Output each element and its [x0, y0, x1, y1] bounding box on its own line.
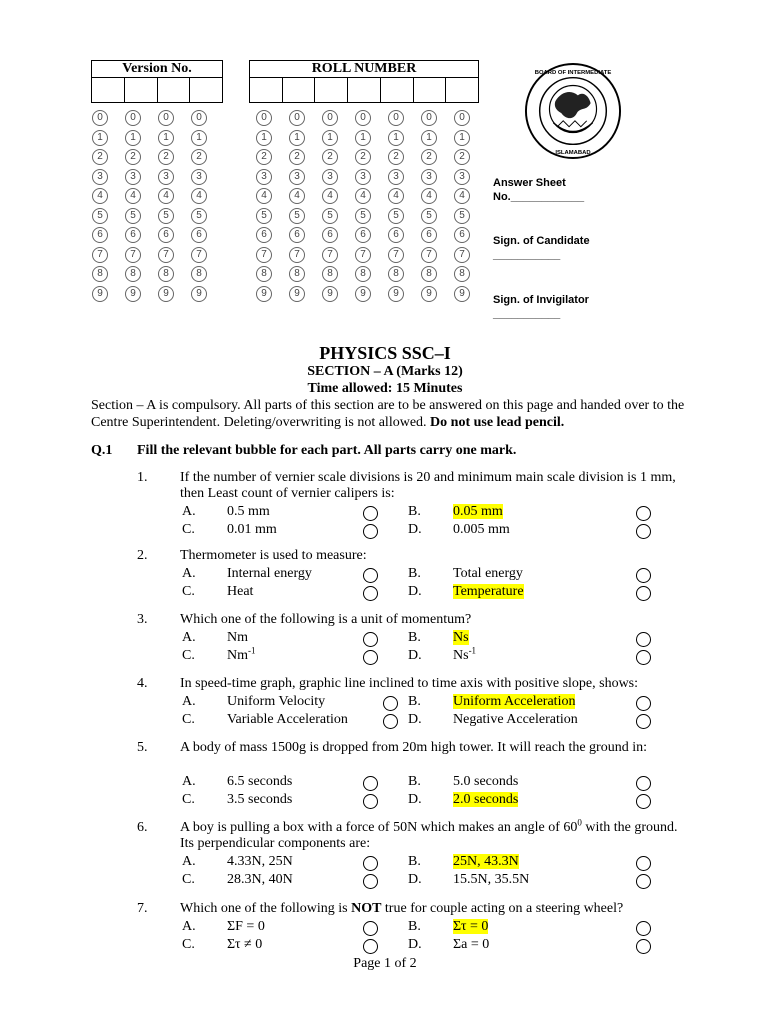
digit-bubble[interactable]: 2	[421, 149, 437, 165]
option-letter: C.	[182, 792, 195, 807]
question-number: 4.	[137, 676, 148, 691]
option-text	[227, 792, 292, 808]
board-logo-icon	[524, 62, 622, 160]
option-text-value: 3.5 seconds	[227, 792, 293, 807]
digit-bubble[interactable]: 4	[289, 188, 305, 204]
digit-bubble[interactable]: 2	[322, 149, 338, 165]
answer-bubble[interactable]	[636, 632, 651, 647]
roll-digit-column	[388, 110, 404, 305]
question-text-part: Which one of the following is	[180, 901, 352, 916]
option-text-value: Nm	[227, 630, 248, 645]
option-letter: C.	[182, 937, 195, 952]
option-text-value: Negative Acceleration	[453, 712, 578, 727]
digit-bubble[interactable]: 8	[454, 266, 470, 282]
option-letter: B.	[408, 854, 421, 869]
option-text-value: 25N, 43.3N	[453, 854, 519, 869]
answer-bubble[interactable]	[636, 524, 651, 539]
digit-bubble[interactable]: 9	[125, 286, 141, 302]
option-text-value: Ns	[453, 648, 469, 663]
digit-bubble[interactable]: 0	[421, 110, 437, 126]
option-text-value: Σa = 0	[453, 937, 490, 952]
digit-bubble[interactable]: 1	[158, 130, 174, 146]
option-text-value: Ns	[453, 630, 469, 645]
option-text	[227, 504, 270, 520]
digit-bubble[interactable]: 0	[92, 110, 108, 126]
option-letter: B.	[408, 919, 421, 934]
digit-bubble[interactable]: 0	[355, 110, 371, 126]
option-text	[227, 630, 248, 646]
version-digit-column	[125, 110, 141, 305]
digit-bubble[interactable]: 0	[125, 110, 141, 126]
option-text	[453, 630, 469, 646]
question-text	[180, 612, 680, 628]
digit-bubble[interactable]: 8	[191, 266, 207, 282]
answer-bubble[interactable]	[363, 506, 378, 521]
option-text	[227, 584, 253, 600]
option-letter: B.	[408, 566, 421, 581]
digit-bubble[interactable]: 5	[158, 208, 174, 224]
digit-bubble[interactable]: 9	[421, 286, 437, 302]
digit-bubble[interactable]: 5	[256, 208, 272, 224]
roll-digit-column	[322, 110, 338, 305]
digit-bubble[interactable]: 0	[454, 110, 470, 126]
digit-bubble[interactable]: 0	[388, 110, 404, 126]
question-text-part: Which one of the following is a unit of momentum?	[180, 612, 472, 627]
option-letter: A.	[182, 919, 196, 934]
digit-bubble[interactable]: 7	[388, 247, 404, 263]
roll-cell[interactable]	[381, 78, 414, 102]
roll-number-box	[249, 60, 479, 103]
digit-bubble[interactable]: 2	[92, 149, 108, 165]
digit-bubble[interactable]: 9	[158, 286, 174, 302]
digit-bubble[interactable]: 1	[388, 130, 404, 146]
question-number: 6.	[137, 820, 148, 835]
digit-bubble[interactable]: 2	[125, 149, 141, 165]
option-letter: B.	[408, 694, 421, 709]
question-number: 5.	[137, 740, 148, 755]
option-text	[453, 694, 575, 710]
digit-bubble[interactable]: 1	[421, 130, 437, 146]
option-text-value: 0.005 mm	[453, 522, 510, 537]
option-text-value: Στ ≠ 0	[227, 937, 263, 952]
answer-sheet-number-field[interactable]: No.____________	[493, 191, 585, 203]
option-text	[227, 694, 325, 710]
digit-bubble[interactable]: 6	[421, 227, 437, 243]
answer-bubble[interactable]	[363, 524, 378, 539]
digit-bubble[interactable]: 6	[289, 227, 305, 243]
answer-bubble[interactable]	[363, 776, 378, 791]
digit-bubble[interactable]: 2	[256, 149, 272, 165]
instructions	[91, 398, 691, 431]
option-text	[453, 919, 488, 935]
section-heading: SECTION – A (Marks 12)	[307, 364, 463, 379]
option-letter: A.	[182, 566, 196, 581]
answer-bubble[interactable]	[636, 921, 651, 936]
instructions-bold: Do not use lead pencil.	[430, 414, 565, 430]
digit-bubble[interactable]: 9	[92, 286, 108, 302]
digit-bubble[interactable]: 2	[355, 149, 371, 165]
option-text-value: ΣF = 0	[227, 919, 265, 934]
question-text-part: with the ground. Its perpendicular components are:	[180, 820, 678, 851]
option-letter: A.	[182, 774, 196, 789]
option-text	[453, 872, 529, 888]
digit-bubble[interactable]: 6	[454, 227, 470, 243]
question-text	[180, 470, 680, 502]
digit-bubble[interactable]: 3	[92, 169, 108, 185]
option-letter: D.	[408, 648, 422, 663]
digit-bubble[interactable]: 4	[421, 188, 437, 204]
answer-bubble[interactable]	[363, 856, 378, 871]
option-letter: D.	[408, 712, 422, 727]
digit-bubble[interactable]: 1	[256, 130, 272, 146]
digit-bubble[interactable]: 8	[92, 266, 108, 282]
option-letter: D.	[408, 792, 422, 807]
question-text-part: A body of mass 1500g is dropped from 20m high tower. It will reach the ground in:	[180, 740, 647, 755]
digit-bubble[interactable]: 1	[92, 130, 108, 146]
option-text-value: Στ = 0	[453, 919, 489, 934]
option-text	[227, 522, 277, 538]
version-cell[interactable]	[190, 78, 222, 102]
digit-bubble[interactable]: 2	[454, 149, 470, 165]
answer-bubble[interactable]	[636, 586, 651, 601]
digit-bubble[interactable]: 1	[355, 130, 371, 146]
digit-bubble[interactable]: 4	[388, 188, 404, 204]
answer-bubble[interactable]	[636, 568, 651, 583]
question-text-bold: NOT	[351, 901, 382, 916]
digit-bubble[interactable]: 8	[421, 266, 437, 282]
option-letter: C.	[182, 712, 195, 727]
sign-candidate-field[interactable]: ___________	[493, 249, 561, 261]
digit-bubble[interactable]: 6	[92, 227, 108, 243]
sign-invigilator-field[interactable]: ___________	[493, 308, 561, 320]
option-letter: C.	[182, 872, 195, 887]
option-text	[453, 792, 518, 808]
time-allowed: Time allowed: 15 Minutes	[307, 381, 463, 396]
version-label: Version No.	[92, 61, 222, 78]
option-letter: D.	[408, 937, 422, 952]
digit-bubble[interactable]: 8	[158, 266, 174, 282]
digit-bubble[interactable]: 2	[388, 149, 404, 165]
option-text	[453, 584, 524, 600]
answer-bubble[interactable]	[383, 714, 398, 729]
option-letter: D.	[408, 522, 422, 537]
roll-cell[interactable]	[250, 78, 283, 102]
answer-sheet-label: Answer Sheet	[493, 177, 566, 189]
digit-bubble[interactable]: 3	[125, 169, 141, 185]
answer-bubble[interactable]	[363, 632, 378, 647]
digit-bubble[interactable]: 4	[92, 188, 108, 204]
question-text	[180, 740, 680, 756]
digit-bubble[interactable]: 3	[355, 169, 371, 185]
digit-bubble[interactable]: 9	[256, 286, 272, 302]
answer-bubble[interactable]	[636, 696, 651, 711]
answer-bubble[interactable]	[363, 939, 378, 954]
question-text-superscript: 0	[577, 817, 582, 828]
digit-bubble[interactable]: 8	[125, 266, 141, 282]
question-text	[180, 548, 680, 564]
roll-digit-column	[454, 110, 470, 305]
option-text	[453, 854, 519, 870]
option-letter: B.	[408, 504, 421, 519]
question-text-part: In speed-time graph, graphic line inclined to time axis with positive slope, shows:	[180, 676, 639, 691]
roll-digit-column	[421, 110, 437, 305]
digit-bubble[interactable]: 1	[191, 130, 207, 146]
digit-bubble[interactable]: 1	[289, 130, 305, 146]
option-text	[227, 854, 293, 870]
option-text	[227, 566, 312, 582]
digit-bubble[interactable]: 0	[191, 110, 207, 126]
digit-bubble[interactable]: 0	[289, 110, 305, 126]
option-text	[227, 872, 293, 888]
digit-bubble[interactable]: 4	[125, 188, 141, 204]
digit-bubble[interactable]: 2	[191, 149, 207, 165]
option-text	[227, 645, 256, 664]
svg-text:ISLAMABAD: ISLAMABAD	[555, 150, 591, 157]
option-text-value: Heat	[227, 584, 254, 599]
roll-number-label: ROLL NUMBER	[250, 61, 478, 78]
option-text-value: 0.05 mm	[453, 504, 503, 519]
version-cell[interactable]	[158, 78, 191, 102]
digit-bubble[interactable]: 3	[454, 169, 470, 185]
roll-cell[interactable]	[315, 78, 348, 102]
roll-cell[interactable]	[283, 78, 316, 102]
question-text-part: A boy is pulling a box with a force of 50N which makes an angle of 60	[180, 820, 578, 835]
question-number: 3.	[137, 612, 148, 627]
roll-digit-column	[256, 110, 272, 305]
digit-bubble[interactable]: 3	[388, 169, 404, 185]
roll-digit-column	[289, 110, 305, 305]
digit-bubble[interactable]: 3	[191, 169, 207, 185]
option-text-value: Variable Acceleration	[227, 712, 348, 727]
digit-bubble[interactable]: 0	[322, 110, 338, 126]
digit-bubble[interactable]: 3	[322, 169, 338, 185]
digit-bubble[interactable]: 8	[289, 266, 305, 282]
option-text	[453, 522, 510, 538]
answer-bubble[interactable]	[363, 794, 378, 809]
option-letter: A.	[182, 694, 196, 709]
digit-bubble[interactable]: 6	[256, 227, 272, 243]
question-text-part: Thermometer is used to measure:	[180, 548, 367, 563]
digit-bubble[interactable]: 5	[388, 208, 404, 224]
option-text-value: 0.5 mm	[227, 504, 270, 519]
answer-bubble[interactable]	[383, 696, 398, 711]
option-text	[453, 937, 489, 953]
digit-bubble[interactable]: 9	[289, 286, 305, 302]
option-text	[453, 566, 523, 582]
digit-bubble[interactable]: 9	[388, 286, 404, 302]
option-letter: A.	[182, 630, 196, 645]
answer-bubble[interactable]	[363, 921, 378, 936]
digit-bubble[interactable]: 8	[388, 266, 404, 282]
question-number: 7.	[137, 901, 148, 916]
digit-bubble[interactable]: 8	[355, 266, 371, 282]
digit-bubble[interactable]: 6	[388, 227, 404, 243]
question-text-part: If the number of vernier scale divisions is 20 and minimum main scale division is 1 mm, then Least count of vernier calipers is:	[180, 470, 676, 501]
roll-digit-column	[355, 110, 371, 305]
digit-bubble[interactable]: 5	[289, 208, 305, 224]
digit-bubble[interactable]: 6	[191, 227, 207, 243]
option-letter: A.	[182, 504, 196, 519]
option-letter: C.	[182, 648, 195, 663]
sign-invigilator-label: Sign. of Invigilator	[493, 294, 589, 306]
option-text	[453, 774, 518, 790]
option-superscript: -1	[248, 645, 256, 656]
digit-bubble[interactable]: 5	[454, 208, 470, 224]
answer-bubble[interactable]	[636, 856, 651, 871]
digit-bubble[interactable]: 9	[191, 286, 207, 302]
digit-bubble[interactable]: 7	[191, 247, 207, 263]
option-superscript: -1	[468, 645, 477, 656]
digit-bubble[interactable]: 1	[125, 130, 141, 146]
digit-bubble[interactable]: 0	[256, 110, 272, 126]
digit-bubble[interactable]: 5	[92, 208, 108, 224]
option-letter: A.	[182, 854, 196, 869]
option-letter: B.	[408, 774, 421, 789]
option-letter: C.	[182, 584, 195, 599]
option-text-value: 0.01 mm	[227, 522, 277, 537]
option-text-value: 28.3N, 40N	[227, 872, 293, 887]
digit-bubble[interactable]: 3	[289, 169, 305, 185]
page-title: PHYSICS SSC–I	[319, 343, 451, 363]
version-box	[91, 60, 223, 103]
digit-bubble[interactable]: 9	[322, 286, 338, 302]
digit-bubble[interactable]: 7	[322, 247, 338, 263]
digit-bubble[interactable]: 6	[322, 227, 338, 243]
option-text	[453, 645, 477, 664]
question-text-part: true for couple acting on a steering wheel?	[381, 901, 624, 916]
version-digit-column	[92, 110, 108, 305]
digit-bubble[interactable]: 8	[322, 266, 338, 282]
option-text-value: 2.0 seconds	[453, 792, 519, 807]
option-text	[453, 712, 578, 728]
question-text	[180, 901, 680, 917]
digit-bubble[interactable]: 8	[256, 266, 272, 282]
question-text	[180, 676, 680, 692]
answer-bubble[interactable]	[363, 586, 378, 601]
digit-bubble[interactable]: 3	[256, 169, 272, 185]
answer-bubble[interactable]	[636, 939, 651, 954]
digit-bubble[interactable]: 4	[322, 188, 338, 204]
option-text-value: 4.33N, 25N	[227, 854, 293, 869]
digit-bubble[interactable]: 5	[421, 208, 437, 224]
version-cell[interactable]	[92, 78, 125, 102]
option-text-value: Uniform Acceleration	[453, 694, 576, 709]
version-digit-column	[158, 110, 174, 305]
question-text	[180, 817, 680, 852]
digit-bubble[interactable]: 2	[289, 149, 305, 165]
page-footer: Page 1 of 2	[353, 956, 417, 971]
digit-bubble[interactable]: 5	[355, 208, 371, 224]
option-letter: D.	[408, 584, 422, 599]
digit-bubble[interactable]: 6	[125, 227, 141, 243]
option-text	[227, 774, 292, 790]
answer-bubble[interactable]	[636, 794, 651, 809]
option-text-value: Total energy	[453, 566, 523, 581]
answer-bubble[interactable]	[363, 874, 378, 889]
digit-bubble[interactable]: 7	[158, 247, 174, 263]
digit-bubble[interactable]: 7	[454, 247, 470, 263]
option-text	[453, 504, 503, 520]
digit-bubble[interactable]: 7	[125, 247, 141, 263]
option-text	[227, 937, 262, 953]
roll-cell[interactable]	[446, 78, 478, 102]
question-instruction: Fill the relevant bubble for each part. All parts carry one mark.	[137, 443, 517, 458]
digit-bubble[interactable]: 2	[158, 149, 174, 165]
digit-bubble[interactable]: 6	[355, 227, 371, 243]
question-number: 1.	[137, 470, 148, 485]
digit-bubble[interactable]: 9	[355, 286, 371, 302]
option-text	[227, 712, 348, 728]
roll-cell[interactable]	[414, 78, 447, 102]
digit-bubble[interactable]: 7	[421, 247, 437, 263]
option-text-value: Internal energy	[227, 566, 312, 581]
option-letter: B.	[408, 630, 421, 645]
option-text-value: Temperature	[453, 584, 524, 599]
digit-bubble[interactable]: 5	[322, 208, 338, 224]
roll-cell[interactable]	[348, 78, 381, 102]
option-letter: C.	[182, 522, 195, 537]
answer-bubble[interactable]	[636, 776, 651, 791]
digit-bubble[interactable]: 7	[355, 247, 371, 263]
digit-bubble[interactable]: 3	[421, 169, 437, 185]
version-digit-column	[191, 110, 207, 305]
version-cell[interactable]	[125, 78, 158, 102]
digit-bubble[interactable]: 3	[158, 169, 174, 185]
digit-bubble[interactable]: 1	[322, 130, 338, 146]
instructions-text: Section – A is compulsory. All parts of this section are to be answered on this page and handed over to the Centre Superintendent. Deleting/overwriting is not allowed.	[91, 398, 685, 430]
digit-bubble[interactable]: 4	[454, 188, 470, 204]
digit-bubble[interactable]: 4	[355, 188, 371, 204]
digit-bubble[interactable]: 4	[256, 188, 272, 204]
digit-bubble[interactable]: 7	[289, 247, 305, 263]
option-text-value: 15.5N, 35.5N	[453, 872, 530, 887]
option-text	[227, 919, 265, 935]
answer-bubble[interactable]	[636, 714, 651, 729]
digit-bubble[interactable]: 7	[92, 247, 108, 263]
option-letter: D.	[408, 872, 422, 887]
digit-bubble[interactable]: 4	[191, 188, 207, 204]
digit-bubble[interactable]: 9	[454, 286, 470, 302]
answer-bubble[interactable]	[363, 568, 378, 583]
option-text-value: 5.0 seconds	[453, 774, 519, 789]
digit-bubble[interactable]: 5	[125, 208, 141, 224]
question-number: 2.	[137, 548, 148, 563]
svg-text:BOARD OF INTERMEDIATE: BOARD OF INTERMEDIATE	[534, 69, 612, 76]
answer-bubble[interactable]	[636, 650, 651, 665]
digit-bubble[interactable]: 5	[191, 208, 207, 224]
digit-bubble[interactable]: 1	[454, 130, 470, 146]
digit-bubble[interactable]: 6	[158, 227, 174, 243]
digit-bubble[interactable]: 0	[158, 110, 174, 126]
answer-bubble[interactable]	[363, 650, 378, 665]
option-text-value: Nm	[227, 648, 248, 663]
question-label: Q.1	[91, 443, 113, 458]
digit-bubble[interactable]: 7	[256, 247, 272, 263]
option-text-value: 6.5 seconds	[227, 774, 293, 789]
option-text-value: Uniform Velocity	[227, 694, 326, 709]
answer-bubble[interactable]	[636, 874, 651, 889]
sign-candidate-label: Sign. of Candidate	[493, 235, 590, 247]
digit-bubble[interactable]: 4	[158, 188, 174, 204]
answer-bubble[interactable]	[636, 506, 651, 521]
